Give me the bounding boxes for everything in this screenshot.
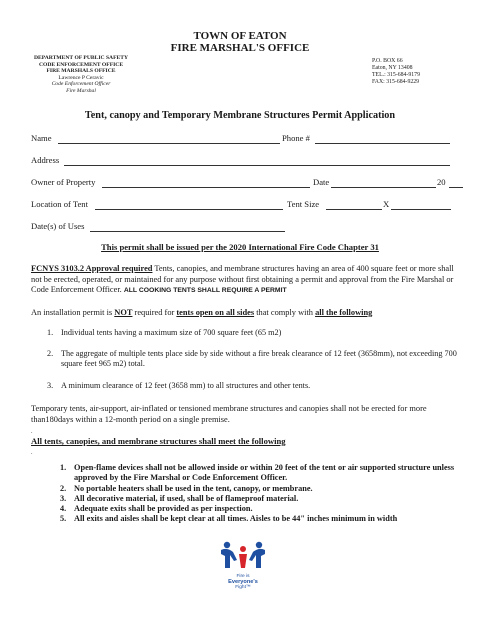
requirement-item [60,463,460,483]
size-x: X [383,199,390,209]
tent-size-label: Tent Size [287,199,320,209]
logo-line: Everyone's [228,578,258,585]
dept-line: Lawrence P Ceravic [58,74,104,81]
year-prefix: 20 [437,177,446,187]
requirement-text: Adequate exits shall be provided as per inspection. [74,504,253,513]
date-label: Date [313,177,330,187]
condition-text: The aggregate of multiple tents place side by side without a fire break clearance of 12 feet (3658mm), not exceeding 700 square feet 965 m2) total. [61,349,457,369]
requirements-heading: All tents, canopies, and membrane structures shall meet the following [31,436,286,446]
install-not: NOT [114,308,133,317]
dates-label: Date(s) of Uses [31,221,85,231]
condition-number: 3. [47,381,54,390]
condition-item [47,381,457,391]
install-all: all the following [315,308,373,317]
requirement-number: 2. [60,484,67,493]
location-field[interactable] [95,209,283,210]
requirement-number: 4. [60,504,67,513]
requirement-item [60,504,460,514]
dept-line: Fire Marshal [66,87,96,94]
requirement-item [60,514,475,524]
requirement-item [60,484,460,494]
requirement-text: All decorative material, if used, shall be of flameproof material. [74,494,299,503]
cooking-notice: ALL COOKING TENTS SHALL REQUIRE A PERMIT [123,287,287,295]
requirement-number: 3. [60,494,67,503]
owner-field[interactable] [102,187,310,188]
office-title: FIRE MARSHAL'S OFFICE [170,42,310,54]
application-title: Tent, canopy and Temporary Membrane Structures Permit Application [84,110,396,121]
phone-field[interactable] [315,143,450,144]
address-label: Address [31,155,60,165]
address-field[interactable] [64,165,450,166]
install-post: that comply with [254,308,316,317]
requirement-number: 1. [60,463,67,472]
requirement-text: Open-flame devices shall not be allowed inside or within 20 feet of the tent or air supported structure unless approved by the Fire Marshal or Code Enforcement Officer. [74,463,455,483]
fcnys-text: Tents, canopies, and membrane structures having an area of 400 square feet or more shall not be erected, operated, or maintained for any purpose without first obtaining a permit and approval from the Fire Marshal or Code Enforcement Officer. [31,264,454,295]
tent-length-field[interactable] [391,209,451,210]
requirement-text: All exits and aisles shall be kept clear at all times. Aisles to be 44" inches minimum in width [74,514,398,523]
address-block [372,58,420,86]
address-line: FAX: 315-684-9229 [372,78,420,85]
bullet-dot: . [31,450,33,456]
fcnys-bold: FCNYS 3103.2 Approval required [31,264,153,273]
condition-item [47,328,457,338]
condition-item [47,349,457,370]
address-line: Eaton, NY 13408 [372,64,413,71]
fcnys-paragraph [31,264,461,297]
requirement-text: No portable heaters shall be used in the tent, canopy, or membrane. [74,484,313,493]
bullet-dot: . [31,429,33,435]
address-line: TEL.: 315-684-9179 [372,71,420,78]
dept-line: CODE ENFORCEMENT OFFICE [38,61,124,68]
condition-text: Individual tents having a maximum size of 700 square feet (65 m2) [61,328,282,337]
code-heading: This permit shall be issued per the 2020 International Fire Code Chapter 31 [101,242,379,252]
install-pre: An installation permit is [31,308,115,317]
name-field[interactable] [58,143,280,144]
date-field[interactable] [331,187,436,188]
tent-width-field[interactable] [326,209,382,210]
phone-label: Phone # [282,133,310,143]
dept-line: DEPARTMENT OF PUBLIC SAFETY [33,55,129,61]
install-mid: required for [132,308,177,317]
logo-line: Fight™ [235,585,251,591]
family-figures-icon [218,540,268,570]
dept-line: FIRE MARSHALS OFFICE [46,68,116,75]
install-sides: tents open on all sides [176,308,255,317]
year-field[interactable] [449,187,463,188]
condition-number: 1. [47,328,54,337]
install-paragraph [31,308,461,319]
dept-line: Code Enforcement Officer [51,81,111,88]
department-block [20,55,142,95]
temporary-paragraph: Temporary tents, air-support, air-inflated or tensioned membrane structures and canopies shall not be erected for more than180days within a 12-month period on a single premise. [31,404,427,424]
fire-is-everyones-fight-logo [218,540,268,591]
logo-line: Fire is [236,574,250,579]
requirement-number: 5. [60,514,67,523]
condition-number: 2. [47,349,54,358]
condition-text: A minimum clearance of 12 feet (3658 mm) to all structures and other tents. [61,381,311,390]
town-title: TOWN OF EATON [193,30,287,42]
owner-label: Owner of Property [31,177,96,187]
address-line: P.O. BOX 66 [372,58,403,64]
location-label: Location of Tent [31,199,88,209]
dates-field[interactable] [90,231,285,232]
name-label: Name [31,133,52,143]
requirement-item [60,494,460,504]
